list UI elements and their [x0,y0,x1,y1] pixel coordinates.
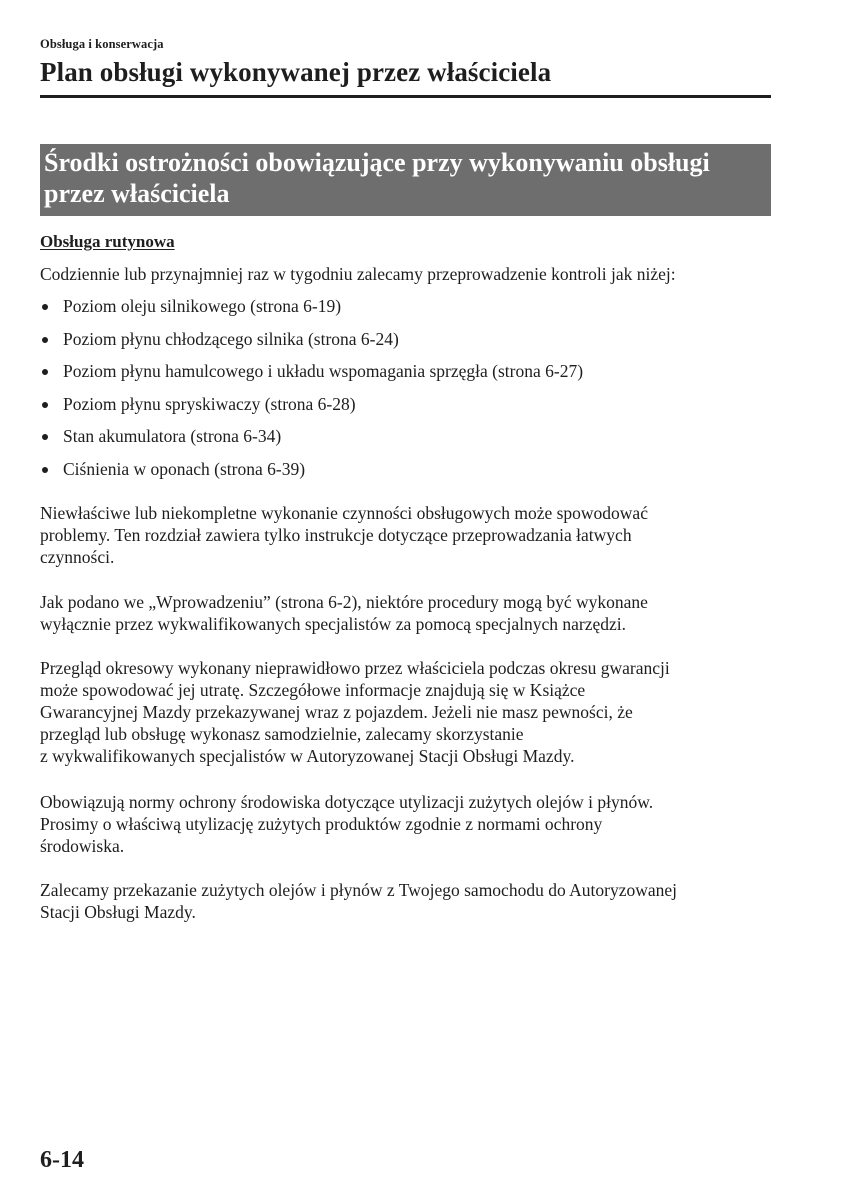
list-item-text: Poziom płynu hamulcowego i układu wspomagania sprzęgła (strona 6-27) [63,361,584,381]
paragraph-line: może spowodować jej utratę. Szczegółowe informacje znajdują się w Książce [40,680,586,700]
paragraph-environment [40,791,653,857]
page-number: 6-14 [40,1147,84,1173]
check-list [40,295,775,480]
section-title [44,147,765,209]
page-title: Plan obsługi wykonywanej przez właściciela [40,57,552,87]
paragraph-line: Obowiązują normy ochrony środowiska dotyczące utylizacji zużytych olejów i płynów. [40,792,654,812]
paragraph-maintenance-warning [40,502,648,568]
bullet-icon [42,304,48,310]
paragraph-warranty [40,657,670,767]
paragraph-line: środowiska. [40,836,125,856]
paragraph-line: czynności. [40,547,115,567]
list-item [40,360,775,382]
paragraph-disposal [40,879,677,923]
title-divider [40,95,771,98]
paragraph-line: wyłącznie przez wykwalifikowanych specjalistów za pomocą specjalnych narzędzi. [40,614,626,634]
list-item-text: Poziom płynu chłodzącego silnika (strona 6-24) [63,328,399,349]
paragraph-line: Prosimy o właściwą utylizację zużytych produktów zgodnie z normami ochrony [40,814,603,834]
list-item [40,393,775,415]
paragraph-line: problemy. Ten rozdział zawiera tylko instrukcje dotyczące przeprowadzania łatwych [40,525,632,545]
bullet-icon [42,467,48,473]
routine-intro: Codziennie lub przynajmniej raz w tygodniu zalecamy przeprowadzenie kontroli jak niżej: [40,264,676,284]
list-item-text: Ciśnienia w oponach (strona 6-39) [63,458,306,479]
bullet-icon [42,402,48,408]
list-item [40,458,775,480]
paragraph-line: Stacji Obsługi Mazdy. [40,902,196,922]
bullet-icon [42,434,48,440]
paragraph-specialists [40,591,648,635]
bullet-icon [42,337,48,343]
routine-heading: Obsługa rutynowa [40,232,175,251]
page-body [40,263,775,922]
bullet-icon [42,369,48,375]
list-item [40,295,775,317]
paragraph-line: przegląd lub obsługę wykonasz samodzielnie, zalecamy skorzystanie [40,724,524,744]
breadcrumb: Obsługa i konserwacja [40,37,164,51]
paragraph-line: Jak podano we „Wprowadzeniu” (strona 6-2), niektóre procedury mogą być wykonane [40,592,648,612]
paragraph-line: Zalecamy przekazanie zużytych olejów i płynów z Twojego samochodu do Autoryzowanej [40,880,677,900]
list-item-text: Poziom oleju silnikowego (strona 6-19) [63,296,342,316]
list-item [40,328,775,350]
section-title-line: Środki ostrożności obowiązujące przy wykonywaniu obsługi [44,148,710,177]
section-banner [40,144,771,216]
list-item-text: Poziom płynu spryskiwaczy (strona 6-28) [63,393,356,414]
section-title-line: przez właściciela [44,179,230,208]
list-item [40,425,775,447]
paragraph-line: Przegląd okresowy wykonany nieprawidłowo przez właściciela podczas okresu gwarancji [40,658,670,678]
paragraph-line: Niewłaściwe lub niekompletne wykonanie czynności obsługowych może spowodować [40,503,648,523]
paragraph-line: z wykwalifikowanych specjalistów w Autoryzowanej Stacji Obsługi Mazdy. [40,746,575,766]
list-item-text: Stan akumulatora (strona 6-34) [63,426,282,446]
paragraph-line: Gwarancyjnej Mazdy przekazywanej wraz z pojazdem. Jeżeli nie masz pewności, że [40,702,633,722]
